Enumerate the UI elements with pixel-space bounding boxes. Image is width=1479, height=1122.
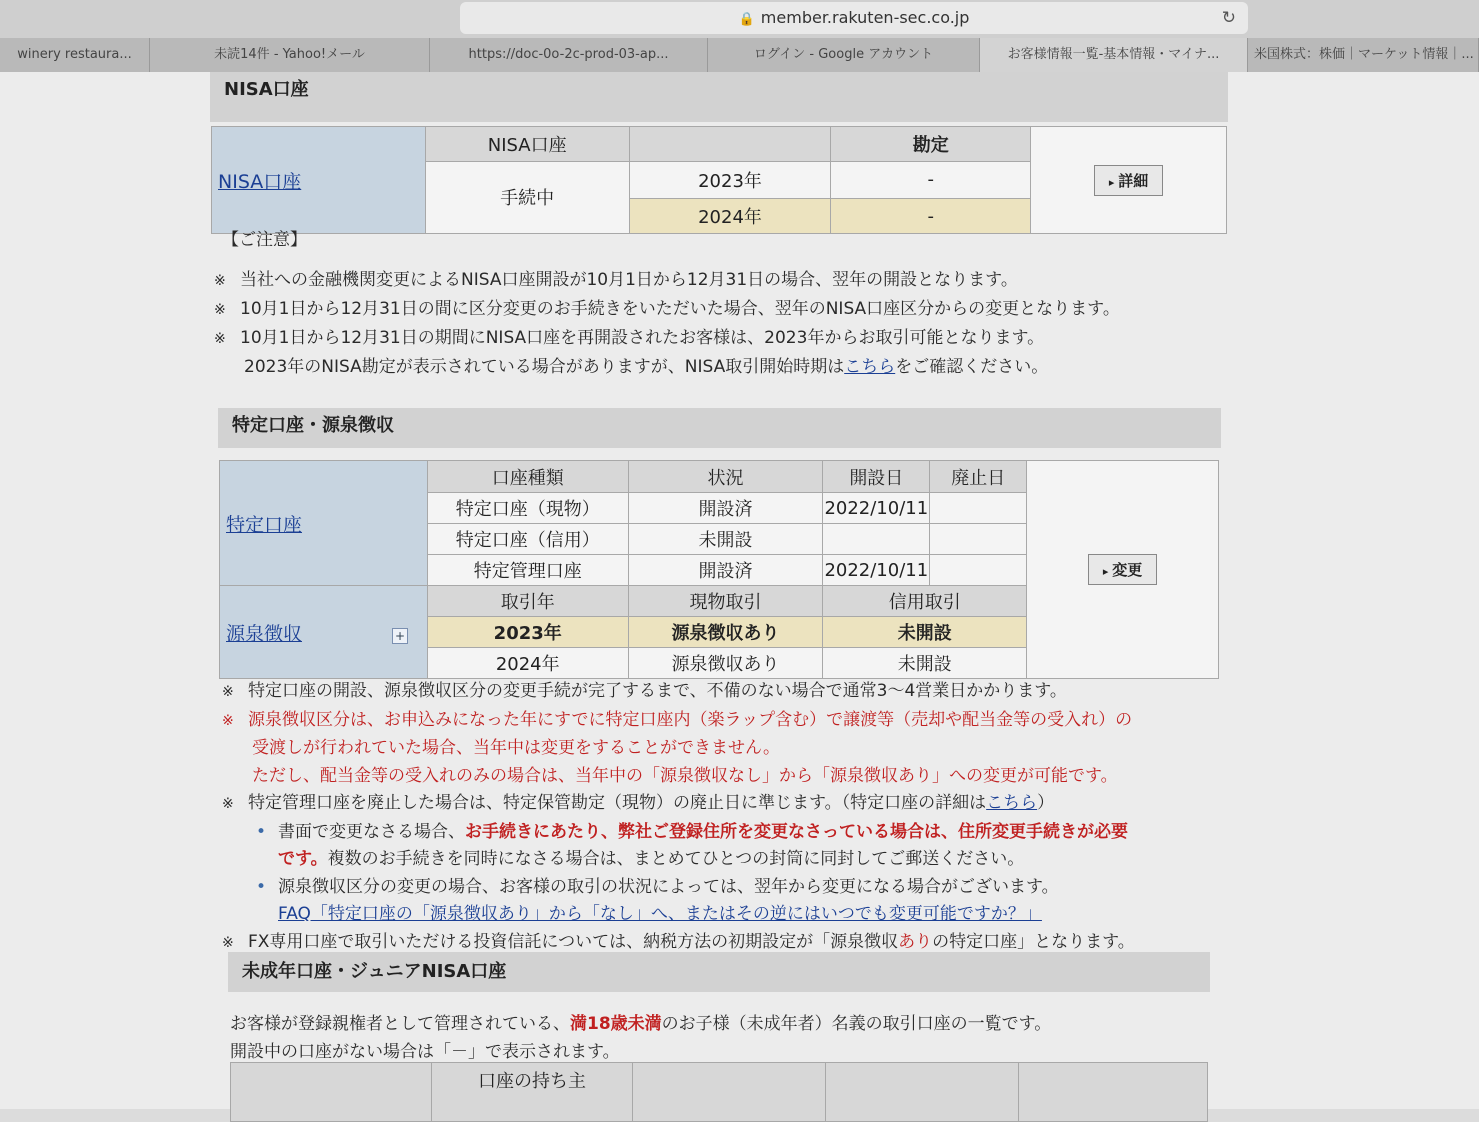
tokutei-note-2-line3: ただし、配当金等の受入れのみの場合は、当年中の「源泉徴収なし」から「源泉徴収あり」への変更が可能です。 [252,765,1118,786]
nisa-table [211,126,1227,234]
tokutei-note-3-end: ） [1037,793,1055,813]
gensen-col-year: 取引年 [427,586,628,617]
minor-section-title: 未成年口座・ジュニアNISA口座 [228,952,1210,992]
minor-description [230,1010,1210,1066]
nisa-year-2024: 2024年 [629,199,831,234]
nisa-section-title: NISA口座 [210,72,1228,122]
gensen-row-year: 2024年 [427,648,628,679]
tokutei-col-status: 状況 [628,461,823,493]
gensen-row-year: 2023年 [427,617,628,648]
note-mark: ※ [214,273,226,289]
nisa-note-2: 10月1日から12月31日の間に区分変更のお手続きをいただいた場合、翌年のNISA口座区分からの変更となります。 [240,299,1120,319]
tab-yahoo-mail[interactable]: 未読14件 - Yahoo!メール [150,38,430,72]
table-row-type: 特定管理口座 [427,555,628,586]
expand-plus-icon[interactable]: + [392,628,408,644]
gensen-row-genbutsu: 源泉徴収あり [628,617,823,648]
tab-google-login[interactable]: ログイン - Google アカウント [708,38,980,72]
note-mark: ※ [222,712,234,729]
table-row-open [823,524,930,555]
nisa-kanjo-2023: - [831,161,1031,199]
nisa-timing-link[interactable]: こちら [844,357,896,377]
tab-winery[interactable]: winery restaura... [0,38,150,72]
table-row-close [930,524,1027,555]
note-mark: ※ [222,684,234,700]
table-row-status: 未開設 [628,524,823,555]
nisa-account-link[interactable]: NISA口座 [218,170,302,193]
bullet-1-pre: 書面で変更なさる場合、 [278,821,465,842]
gensen-side-cell [220,586,428,679]
tokutei-col-close: 廃止日 [930,461,1027,493]
minor-col-owner: 口座の持ち主 [432,1063,633,1122]
tab-customer-info[interactable]: お客様情報一覧-基本情報・マイナ... [980,38,1248,72]
tokutei-side-cell [220,461,428,586]
nisa-notes [214,266,1214,381]
nisa-note-3: 10月1日から12月31日の期間にNISA口座を再開設されたお客様は、2023年からお取引可能となります。 [240,328,1045,348]
tokutei-notes [222,678,1232,957]
table-row-open: 2022/10/11 [823,493,930,524]
gensen-row-shinyo: 未開設 [823,648,1027,679]
nisa-col-account: NISA口座 [425,127,629,162]
bullet-2: 源泉徴収区分の変更の場合、お客様の取引の状況によっては、翌年から変更になる場合がございます。 [278,876,1059,897]
nisa-button-cell [1031,127,1227,234]
gensen-link[interactable]: 源泉徴収 [226,622,303,645]
minor-col-3 [826,1063,1019,1122]
tokutei-change-button[interactable]: ▸ 変更 [1088,554,1157,585]
minor-desc-1-end: のお子様（未成年者）名義の取引口座の一覧です。 [661,1014,1052,1034]
nisa-year-2023: 2023年 [629,161,831,199]
tokutei-section-title: 特定口座・源泉徴収 [218,408,1221,448]
table-row-open: 2022/10/11 [823,555,930,586]
lock-icon: 🔒 [738,12,755,27]
note-mark: ※ [222,934,234,951]
page-content [0,72,1479,1109]
tokutei-note-4-end: の特定口座」となります。 [932,931,1135,952]
url-text: member.rakuten-sec.co.jp [760,8,970,27]
tokutei-note-4: FX専用口座で取引いただける投資信託については、納税方法の初期設定が「源泉徴収 [248,931,899,952]
address-bar[interactable] [460,2,1248,34]
table-row-status: 開設済 [628,493,823,524]
tokutei-note-2-line1: 源泉徴収区分は、お申込みになった年にすでに特定口座内（楽ラップ含む）で譲渡等（売却や配当金等の受入れ）の [248,709,1133,730]
nisa-detail-button[interactable]: ▸ 詳細 [1094,165,1163,196]
tokutei-note-2-line2: 受渡しが行われていた場合、当年中は変更をすることができません。 [252,738,781,758]
tokutei-col-type: 口座種類 [427,461,628,493]
table-row-type: 特定口座（現物） [427,493,628,524]
table-row-close [930,555,1027,586]
bullet-1-red-end: です。 [278,849,328,869]
bullet-icon: • [256,876,267,897]
tokutei-note-3: 特定管理口座を廃止した場合は、特定保管勘定（現物）の廃止日に準じます。（特定口座の詳細は [248,793,987,813]
table-row-type: 特定口座（信用） [427,524,628,555]
tab-google-doc[interactable]: https://doc-0o-2c-prod-03-ap... [430,38,708,72]
bullet-1-post: 複数のお手続きを同時になさる場合は、まとめてひとつの封筒に同封してご郵送ください。 [327,849,1025,869]
table-row-status: 開設済 [628,555,823,586]
nisa-note-1: 当社への金融機関変更によるNISA口座開設が10月1日から12月31日の場合、翌年の開設となります。 [240,270,1018,290]
gensen-col-shinyo: 信用取引 [823,586,1027,617]
minor-desc-1: お客様が登録親権者として管理されている、 [230,1014,570,1034]
note-mark: ※ [222,796,234,812]
nisa-note-3-line2-end: をご確認ください。 [895,357,1049,377]
nisa-col-kanjo: 勘定 [831,127,1031,162]
minor-desc-2: 開設中の口座がない場合は「－」で表示されます。 [230,1042,620,1062]
faq-link[interactable]: FAQ「特定口座の「源泉徴収あり」から「なし」へ、またはその逆にはいつでも変更可能ですか？」 [278,904,1042,924]
tab-strip [0,38,1479,72]
minor-col-4 [1019,1063,1208,1122]
tokutei-table [219,460,1219,679]
minor-side-cell [231,1063,432,1122]
gensen-row-shinyo: 未開設 [823,617,1027,648]
tokutei-button-cell [1027,461,1219,679]
nisa-col-year [629,127,831,162]
note-mark: ※ [214,331,226,347]
nisa-note-3-line2: 2023年のNISA勘定が表示されている場合がありますが、NISA取引開始時期は [244,357,845,377]
nisa-kanjo-2024: - [831,199,1031,234]
bullet-1-red: お手続きにあたり、弊社ご登録住所を変更なさっている場合は、住所変更手続きが必要 [465,821,1128,842]
minor-col-2 [633,1063,826,1122]
tokutei-col-open: 開設日 [823,461,930,493]
nisa-status: 手続中 [425,161,629,233]
tokutei-account-link[interactable]: 特定口座 [226,513,303,536]
tab-us-stocks[interactable]: 米国株式：株価｜マーケット情報｜... [1248,38,1479,72]
nisa-side-cell [212,127,426,234]
nisa-caution-title: 【ご注意】 [222,230,307,250]
note-mark: ※ [214,302,226,318]
tokutei-note-1: 特定口座の開設、源泉徴収区分の変更手続が完了するまで、不備のない場合で通常3〜4営業日かかります。 [248,681,1067,701]
tokutei-note-4-red: あり [898,931,933,952]
bullet-icon: • [256,821,267,842]
minor-table [230,1062,1208,1122]
minor-desc-1-red: 満18歳未満 [570,1014,662,1034]
table-row-close [930,493,1027,524]
browser-toolbar [0,0,1479,38]
gensen-col-genbutsu: 現物取引 [628,586,823,617]
gensen-row-genbutsu: 源泉徴収あり [628,648,823,679]
reload-icon[interactable]: ↻ [1221,8,1236,28]
tokutei-detail-link[interactable]: こちら [986,793,1038,813]
